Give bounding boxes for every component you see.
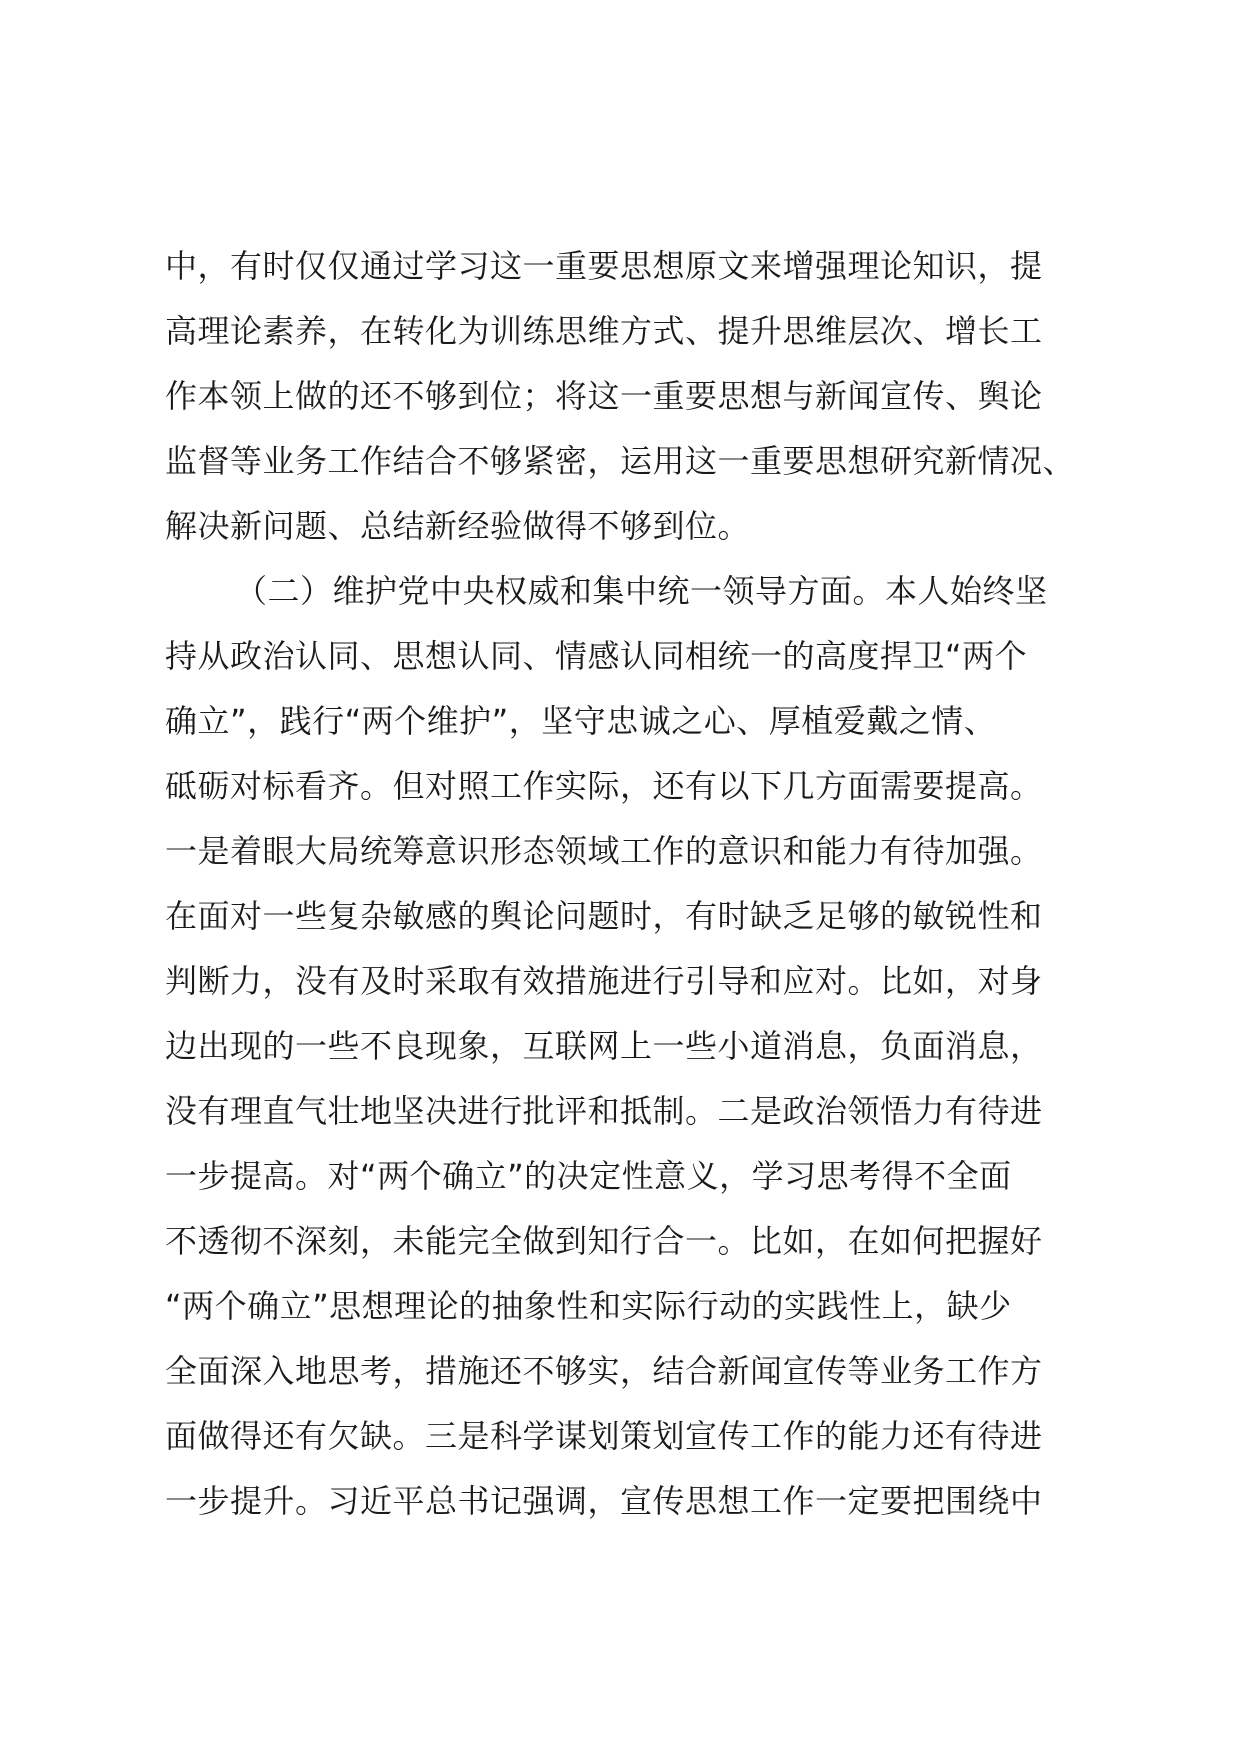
text-line: 中，有时仅仅通过学习这一重要思想原文来增强理论知识，提 [165, 247, 1043, 285]
section-heading-line: （二）维护党中央权威和集中统一领导方面。本人始终坚 [235, 572, 1048, 610]
text-line: 没有理直气壮地坚决进行批评和抵制。二是政治领悟力有待进 [165, 1092, 1043, 1130]
text-line: 一是着眼大局统筹意识形态领域工作的意识和能力有待加强。 [165, 832, 1043, 870]
text-line: 判断力，没有及时采取有效措施进行引导和应对。比如，对身 [165, 962, 1043, 1000]
text-line: 作本领上做的还不够到位；将这一重要思想与新闻宣传、舆论 [165, 377, 1043, 415]
text-line: 解决新问题、总结新经验做得不够到位。 [165, 507, 751, 545]
text-line: 在面对一些复杂敏感的舆论问题时，有时缺乏足够的敏锐性和 [165, 897, 1043, 935]
text-line: “两个确立”思想理论的抽象性和实际行动的实践性上，缺少 [165, 1287, 1012, 1325]
text-line: 一步提高。对“两个确立”的决定性意义，学习思考得不全面 [165, 1157, 1012, 1195]
text-line: 边出现的一些不良现象，互联网上一些小道消息，负面消息， [165, 1027, 1043, 1065]
text-line: 监督等业务工作结合不够紧密，运用这一重要思想研究新情况、 [165, 442, 1076, 480]
text-line: 一步提升。习近平总书记强调，宣传思想工作一定要把围绕中 [165, 1482, 1043, 1520]
text-line: 确立”，践行“两个维护”，坚守忠诚之心、厚植爱戴之情、 [165, 702, 997, 740]
text-line: 砥砺对标看齐。但对照工作实际，还有以下几方面需要提高。 [165, 767, 1043, 805]
body-text [165, 234, 1105, 1534]
text-line: 持从政治认同、思想认同、情感认同相统一的高度捍卫“两个 [165, 637, 1028, 675]
text-line: 高理论素养，在转化为训练思维方式、提升思维层次、增长工 [165, 312, 1043, 350]
text-line: 全面深入地思考，措施还不够实，结合新闻宣传等业务工作方 [165, 1352, 1043, 1390]
text-line: 不透彻不深刻，未能完全做到知行合一。比如，在如何把握好 [165, 1222, 1043, 1260]
text-line: 面做得还有欠缺。三是科学谋划策划宣传工作的能力还有待进 [165, 1417, 1043, 1455]
